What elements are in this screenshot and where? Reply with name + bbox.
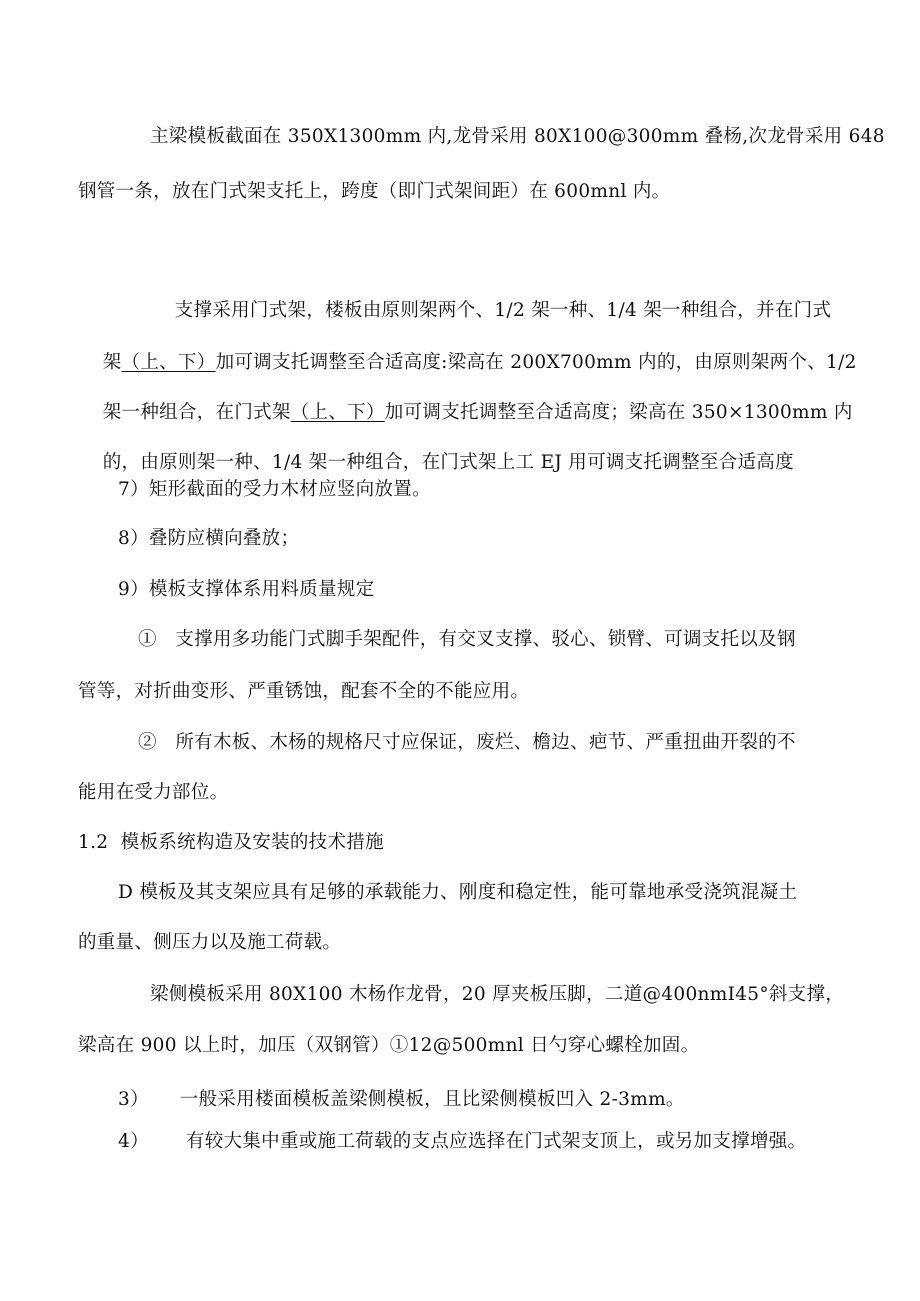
list-item: 8）叠防应横向叠放；: [118, 528, 300, 549]
text-line: 主梁模板截面在 350X1300mm 内,龙骨采用 80X100@300mm 叠杨,次龙骨采用 648: [150, 126, 885, 147]
text-line: 能用在受力部位。: [78, 782, 229, 803]
text-line: 梁高在 900 以上时，加压（双钢管）①12@500mnl 日勺穿心螺栓加固。: [78, 1035, 700, 1056]
text-line: 管等，对折曲变形、严重锈蚀，配套不全的不能应用。: [78, 681, 530, 702]
text-run: 支撑采用门式架，楼板由原则架两个、1/2 架一种、1/4 架一种组合，并在门式: [174, 300, 832, 321]
text-line: 钢管一条，放在门式架支托上，跨度（即门式架间距）在 600mnl 内。: [78, 181, 671, 202]
text-run: 的，由原则架一种、1/4 架一种组合，在门式架上工 EJ 用可调支托调整至合适高度: [102, 452, 794, 473]
underlined-text: （上、下）: [290, 402, 385, 423]
text-run: 加可调支托调整至合适高度；梁高在 350×1300mm 内: [384, 402, 853, 423]
text-line: 梁侧模板采用 80X100 木杨作龙骨，20 厚夹板压脚，二道@400nmI45°斜支撑，: [150, 984, 845, 1005]
list-item: 3） 一般采用楼面模板盖梁侧模板，且比梁侧模板凹入 2-3mm。: [118, 1089, 685, 1110]
section-heading: 1.2 模板系统构造及安装的技术措施: [78, 832, 384, 853]
text-line: D 模板及其支架应具有足够的承载能力、刚度和稳定性，能可靠地承受浇筑混凝土: [118, 882, 798, 903]
list-item: 9）模板支撑体系用料质量规定: [118, 579, 375, 600]
list-item: 7）矩形截面的受力木材应竖向放置。: [118, 479, 431, 500]
text-line: ① 支撑用多功能门式脚手架配件，有交叉支撑、驳心、锁臂、可调支托以及钢: [138, 629, 796, 650]
underlined-text: （上、下）: [121, 352, 216, 373]
text-run: 架: [102, 352, 122, 373]
text-run: 加可调支托调整至合适高度:梁高在 200X700mm 内的，由原则架两个、1/2: [215, 352, 857, 373]
text-run: 架一种组合，在门式架: [102, 402, 291, 423]
text-line: ② 所有木板、木杨的规格尺寸应保证，废烂、檐边、疤节、严重扭曲开裂的不: [138, 732, 796, 753]
list-item: 4） 有较大集中重或施工荷载的支点应选择在门式架支顶上，或另加支撑增强。: [118, 1131, 807, 1152]
text-line: 的重量、侧压力以及施工荷载。: [78, 932, 342, 953]
